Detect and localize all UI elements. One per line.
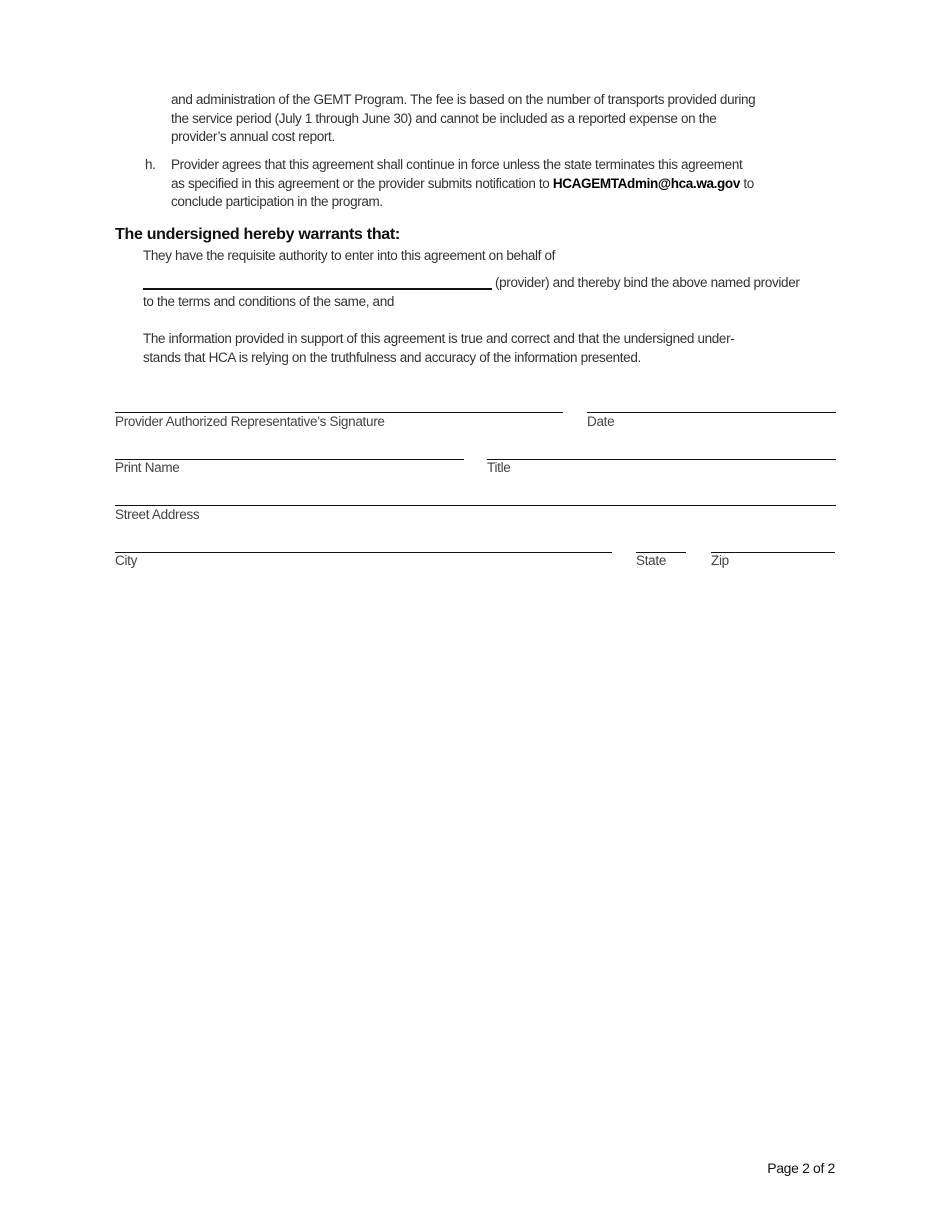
city-field[interactable] <box>115 552 612 553</box>
signature-field[interactable] <box>115 412 563 413</box>
text-line: conclude participation in the program. <box>171 194 383 209</box>
clause-h-marker: h. <box>145 157 156 172</box>
text-segment: to <box>740 175 754 191</box>
text-line: and administration of the GEMT Program. The fee is based on the number of transports provided during <box>171 92 756 107</box>
admin-email: HCAGEMTAdmin@hca.wa.gov <box>552 175 740 191</box>
provider-suffix: (provider) and thereby bind the above named provider <box>495 275 800 290</box>
page-number: Page 2 of 2 <box>767 1160 835 1176</box>
authority-line: They have the requisite authority to enter into this agreement on behalf of <box>143 248 556 263</box>
date-label: Date <box>587 414 615 429</box>
date-field[interactable] <box>587 412 836 413</box>
info-paragraph <box>143 330 734 367</box>
text-line: provider’s annual cost report. <box>171 129 335 144</box>
clause-h <box>171 156 754 212</box>
terms-line: to the terms and conditions of the same, and <box>143 294 395 309</box>
state-label: State <box>636 553 667 568</box>
title-field[interactable] <box>487 459 836 460</box>
title-label: Title <box>487 460 511 475</box>
clause-g-continuation <box>171 91 755 147</box>
text-line: Provider agrees that this agreement shall continue in force unless the state terminates this agreement <box>171 157 743 172</box>
city-label: City <box>115 553 138 568</box>
text-segment: as specified in this agreement or the provider submits notification to <box>171 175 553 191</box>
provider-name-field[interactable] <box>143 288 492 290</box>
text-line: The information provided in support of this agreement is true and correct and that the undersigned under- <box>143 331 735 346</box>
print-name-label: Print Name <box>115 460 180 475</box>
zip-label: Zip <box>711 553 729 568</box>
text-line: the service period (July 1 through June 30) and cannot be included as a reported expense on the <box>171 110 717 126</box>
text-line: stands that HCA is relying on the truthfulness and accuracy of the information presented. <box>143 349 641 365</box>
street-address-label: Street Address <box>115 507 200 522</box>
zip-field[interactable] <box>711 552 835 553</box>
street-address-field[interactable] <box>115 505 836 506</box>
signature-label: Provider Authorized Representative’s Signature <box>115 414 385 429</box>
text-line <box>171 175 754 194</box>
warrants-heading: The undersigned hereby warrants that: <box>115 226 400 243</box>
